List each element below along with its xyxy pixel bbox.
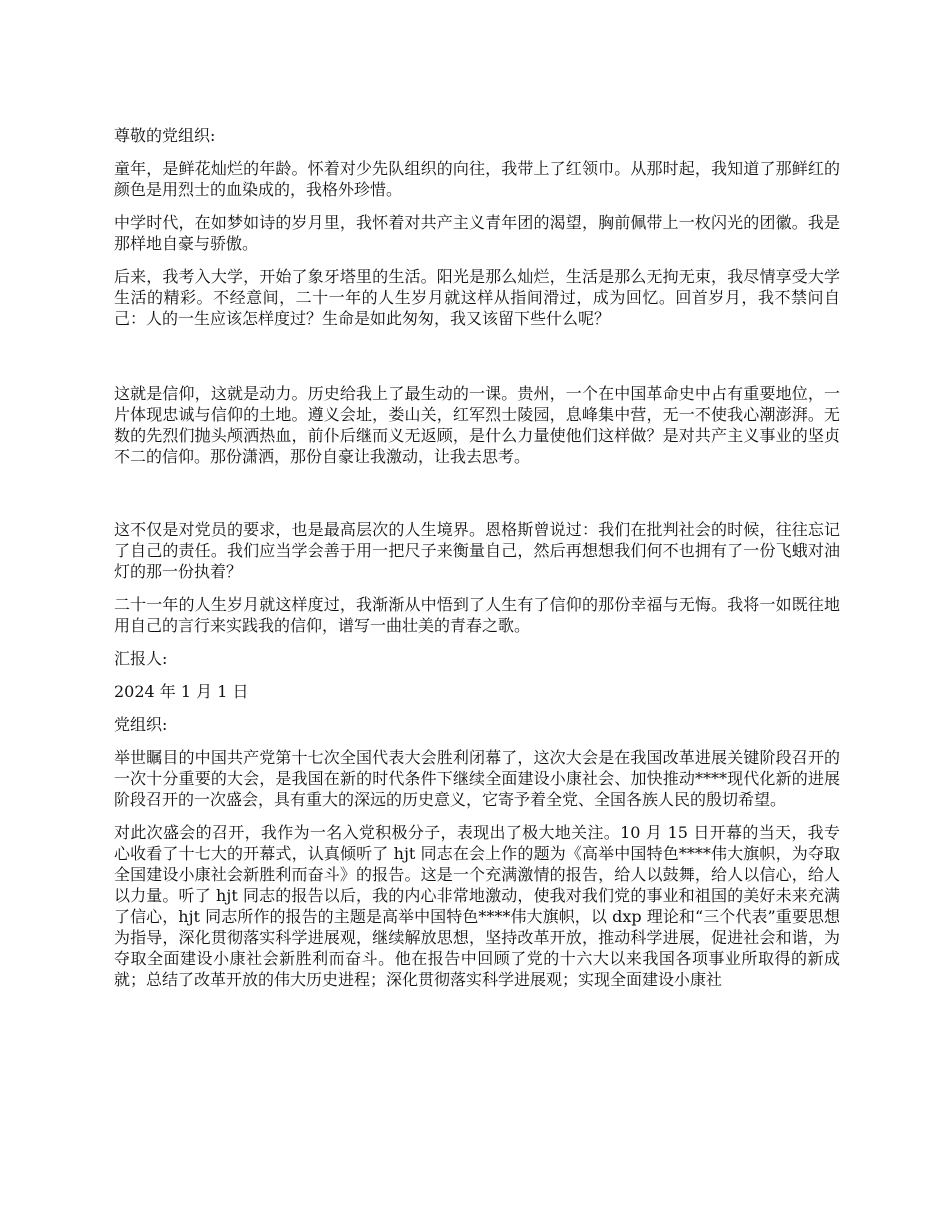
salutation: 尊敬的党组织: bbox=[114, 126, 216, 145]
paragraph-conclusion: 二十一年的人生岁月就这样度过，我渐渐从中悟到了人生有了信仰的那份幸福与无悔。我将一如既往地用自己的言行来实践我的信仰，谱写一曲壮美的青春之歌。 bbox=[114, 595, 840, 635]
paragraph-report: 对此次盛会的召开，我作为一名入党积极分子，表现出了极大地关注。10 月 15 日开幕的当天，我专心收看了十七大的开幕式，认真倾听了 hjt 同志在会上作的题为《高举中国特色****伟大旗帜，为夺取全国建设小康社会新胜利而奋斗》的报告。这是一个充满激情的报告，给人以鼓舞，给人以信心，给人以力量。听了 hjt 同志的报告以后，我的内心非常地激动，使我对我们党的事业和祖国的美好未来充满了信心，hjt 同志所作的报告的主题是高举中国特色****伟大旗帜，以 dxp 理论和“三个代表”重要思想为指导，深化贯彻落实科学进展观，继续解放思想，坚持改革开放，推动科学进展，促进社会和谐，为夺取全面建设小康社会新胜利而奋斗。他在报告中回顾了党的十六大以来我国各项事业所取得的新成就；总结了改革开放的伟大历史进程；深化贯彻落实科学进展观；实现全面建设小康社 bbox=[114, 823, 840, 989]
salutation: 党组织: bbox=[114, 715, 168, 734]
blank-space bbox=[114, 341, 840, 383]
paragraph-congress: 举世瞩目的中国共产党第十七次全国代表大会胜利闭幕了，这次大会是在我国改革进展关键阶段召开的一次十分重要的大会，是我国在新的时代条件下继续全面建设小康社会、加快推动****现代化新的进展阶段召开的一次盛会，具有重大的深远的历史意义，它寄予着全党、全国各族人民的殷切希望。 bbox=[114, 748, 840, 809]
paragraph-faith: 这就是信仰，这就是动力。历史给我上了最生动的一课。贵州，一个在中国革命史中占有重要地位，一片体现忠诚与信仰的土地。遵义会址，娄山关，红军烈士陵园，息峰集中营，无一不使我心潮澎湃。无数的先烈们抛头颅洒热血，前仆后继而义无返顾，是什么力量使他们这样做？是对共产主义事业的坚贞不二的信仰。那份潇洒，那份自豪让我激动，让我去思考。 bbox=[114, 384, 840, 466]
report-date: 2024 年 1 月 1 日 bbox=[114, 682, 249, 701]
document-page bbox=[114, 125, 840, 1002]
paragraph-requirement: 这不仅是对党员的要求，也是最高层次的人生境界。恩格斯曾说过：我们在批判社会的时候，往往忘记了自己的责任。我们应当学会善于用一把尺子来衡量自己，然后再想想我们何不也拥有了一份飞蛾对油灯的那一份执着？ bbox=[114, 520, 840, 581]
paragraph-university: 后来，我考入大学，开始了象牙塔里的生活。阳光是那么灿烂，生活是那么无拘无束，我尽情享受大学生活的精彩。不经意间，二十一年的人生岁月就这样从指间滑过，成为回忆。回首岁月，我不禁问自己：人的一生应该怎样度过？生命是如此匆匆，我又该留下些什么呢？ bbox=[114, 267, 840, 328]
reporter-label: 汇报人: bbox=[114, 649, 168, 668]
blank-space bbox=[114, 479, 840, 519]
paragraph-middle-school: 中学时代，在如梦如诗的岁月里，我怀着对共产主义青年团的渴望，胸前佩带上一枚闪光的团徽。我是那样地自豪与骄傲。 bbox=[114, 213, 840, 253]
paragraph-childhood: 童年，是鲜花灿烂的年龄。怀着对少先队组织的向往，我带上了红领巾。从那时起，我知道了那鲜红的颜色是用烈士的血染成的，我格外珍惜。 bbox=[114, 159, 840, 199]
